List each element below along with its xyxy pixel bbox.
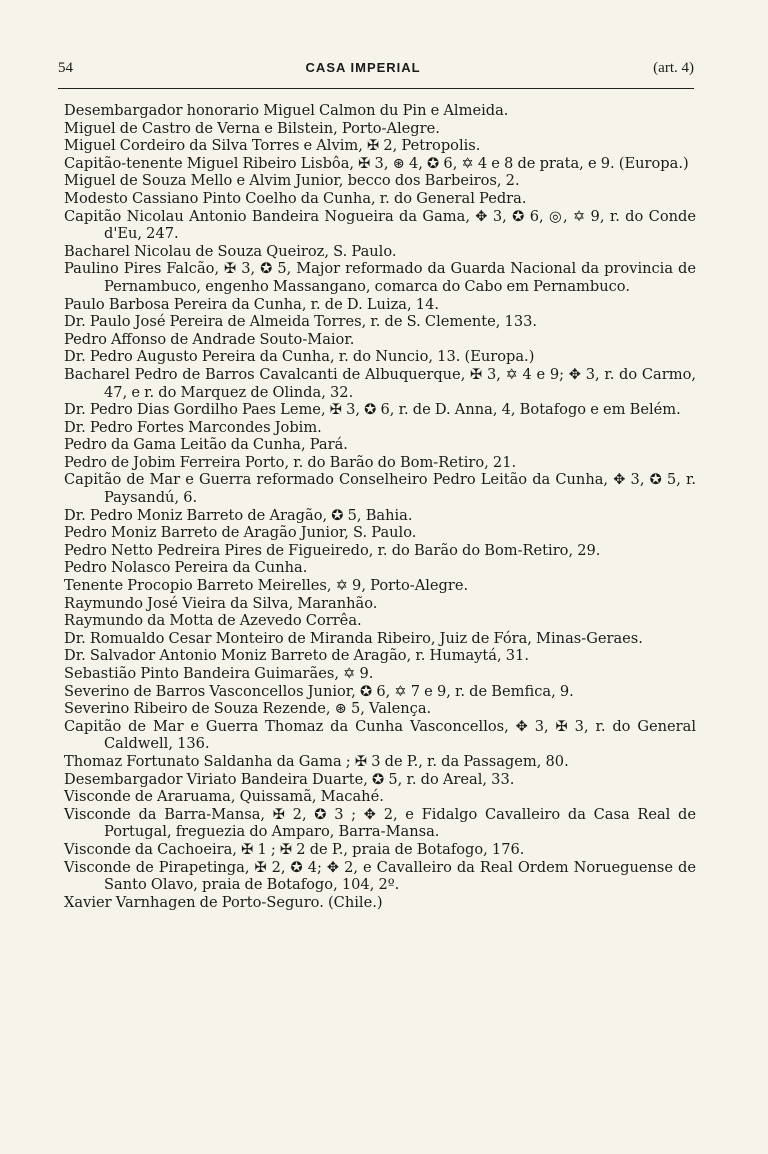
list-item: Pedro de Jobim Ferreira Porto, r. do Barão do Bom-Retiro, 21. [64,453,517,471]
header-rule [58,88,694,89]
list-item: Xavier Varnhagen de Porto-Seguro. (Chile.) [64,893,383,911]
list-item: Dr. Pedro Moniz Barreto de Aragão, ✪ 5, Bahia. [64,506,413,524]
page-number: 54 [58,60,73,76]
list-item: Tenente Procopio Barreto Meirelles, ✡ 9, Porto-Alegre. [64,577,469,595]
list-item: Capitão de Mar e Guerra reformado Conselheiro Pedro Leitão da Cunha, ✥ 3, ✪ 5, r. Paysandú, 6. [64,471,696,507]
entry-list [64,102,696,911]
list-item: Raymundo da Motta de Azevedo Corrêa. [64,612,362,630]
list-item: Bacharel Nicolau de Souza Queiroz, S. Paulo. [64,242,397,260]
section-reference: (art. 4) [653,60,694,76]
list-item: Thomaz Fortunato Saldanha da Gama ; ✠ 3 de P., r. da Passagem, 80. [64,752,569,770]
list-item: Visconde da Barra-Mansa, ✠ 2, ✪ 3 ; ✥ 2, e Fidalgo Cavalleiro da Casa Real de Portugal, freguezia do Amparo, Barra-Mansa. [64,805,696,841]
list-item: Bacharel Pedro de Barros Cavalcanti de Albuquerque, ✠ 3, ✡ 4 e 9; ✥ 3, r. do Carmo, 47, e r. do Marquez de Olinda, 32. [64,365,696,401]
list-item: Capitão de Mar e Guerra Thomaz da Cunha Vasconcellos, ✥ 3, ✠ 3, r. do General Caldwell, 136. [64,717,696,753]
list-item: Visconde de Pirapetinga, ✠ 2, ✪ 4; ✥ 2, e Cavalleiro da Real Ordem Norueguense de Santo Olavo, praia de Botafogo, 104, 2º. [64,858,696,894]
list-item: Miguel de Souza Mello e Alvim Junior, becco dos Barbeiros, 2. [64,172,520,190]
list-item: Pedro Affonso de Andrade Souto-Maior. [64,330,355,348]
list-item: Visconde de Araruama, Quissamã, Macahé. [64,788,384,806]
list-item: Dr. Pedro Fortes Marcondes Jobim. [64,418,322,436]
list-item: Dr. Paulo José Pereira de Almeida Torres, r. de S. Clemente, 133. [64,313,538,331]
list-item: Modesto Cassiano Pinto Coelho da Cunha, r. do General Pedra. [64,189,527,207]
list-item: Capitão-tenente Miguel Ribeiro Lisbôa, ✠ 3, ⊛ 4, ✪ 6, ✡ 4 e 8 de prata, e 9. (Europa.) [64,154,689,172]
list-item: Dr. Pedro Dias Gordilho Paes Leme, ✠ 3, ✪ 6, r. de D. Anna, 4, Botafogo e em Belém. [64,401,681,419]
list-item: Pedro Moniz Barreto de Aragão Junior, S. Paulo. [64,524,417,542]
list-item: Visconde da Cachoeira, ✠ 1 ; ✠ 2 de P., praia de Botafogo, 176. [64,840,525,858]
list-item: Paulo Barbosa Pereira da Cunha, r. de D. Luiza, 14. [64,295,439,313]
list-item: Paulino Pires Falcão, ✠ 3, ✪ 5, Major reformado da Guarda Nacional da provincia de Pernambuco, engenho Massangano, comarca do Cabo em Pernambuco. [64,260,696,295]
list-item: Pedro Nolasco Pereira da Cunha. [64,559,308,577]
list-item: Pedro da Gama Leitão da Cunha, Pará. [64,436,348,454]
page-header [58,60,694,82]
list-item: Dr. Romualdo Cesar Monteiro de Miranda Ribeiro, Juiz de Fóra, Minas-Geraes. [64,629,643,647]
list-item: Desembargador honorario Miguel Calmon du Pin e Almeida. [64,102,509,119]
list-item: Dr. Pedro Augusto Pereira da Cunha, r. do Nuncio, 13. (Europa.) [64,348,535,366]
list-item: Severino Ribeiro de Souza Rezende, ⊛ 5, Valença. [64,700,432,718]
list-item: Sebastião Pinto Bandeira Guimarães, ✡ 9. [64,665,374,682]
list-item: Dr. Salvador Antonio Moniz Barreto de Aragão, r. Humaytá, 31. [64,647,529,665]
list-item: Pedro Netto Pedreira Pires de Figueiredo, r. do Barão do Bom-Retiro, 29. [64,541,601,559]
list-item: Severino de Barros Vasconcellos Junior, ✪ 6, ✡ 7 e 9, r. de Bemfica, 9. [64,682,574,700]
running-title: CASA IMPERIAL [305,60,421,75]
list-item: Desembargador Viriato Bandeira Duarte, ✪ 5, r. do Areal, 33. [64,770,515,788]
list-item: Raymundo José Vieira da Silva, Maranhão. [64,594,378,612]
list-item: Miguel de Castro de Verna e Bilstein, Porto-Alegre. [64,119,440,137]
list-item: Capitão Nicolau Antonio Bandeira Nogueira da Gama, ✥ 3, ✪ 6, ◎, ✡ 9, r. do Conde d'Eu, 247. [64,207,696,243]
list-item: Miguel Cordeiro da Silva Torres e Alvim, ✠ 2, Petropolis. [64,137,481,155]
